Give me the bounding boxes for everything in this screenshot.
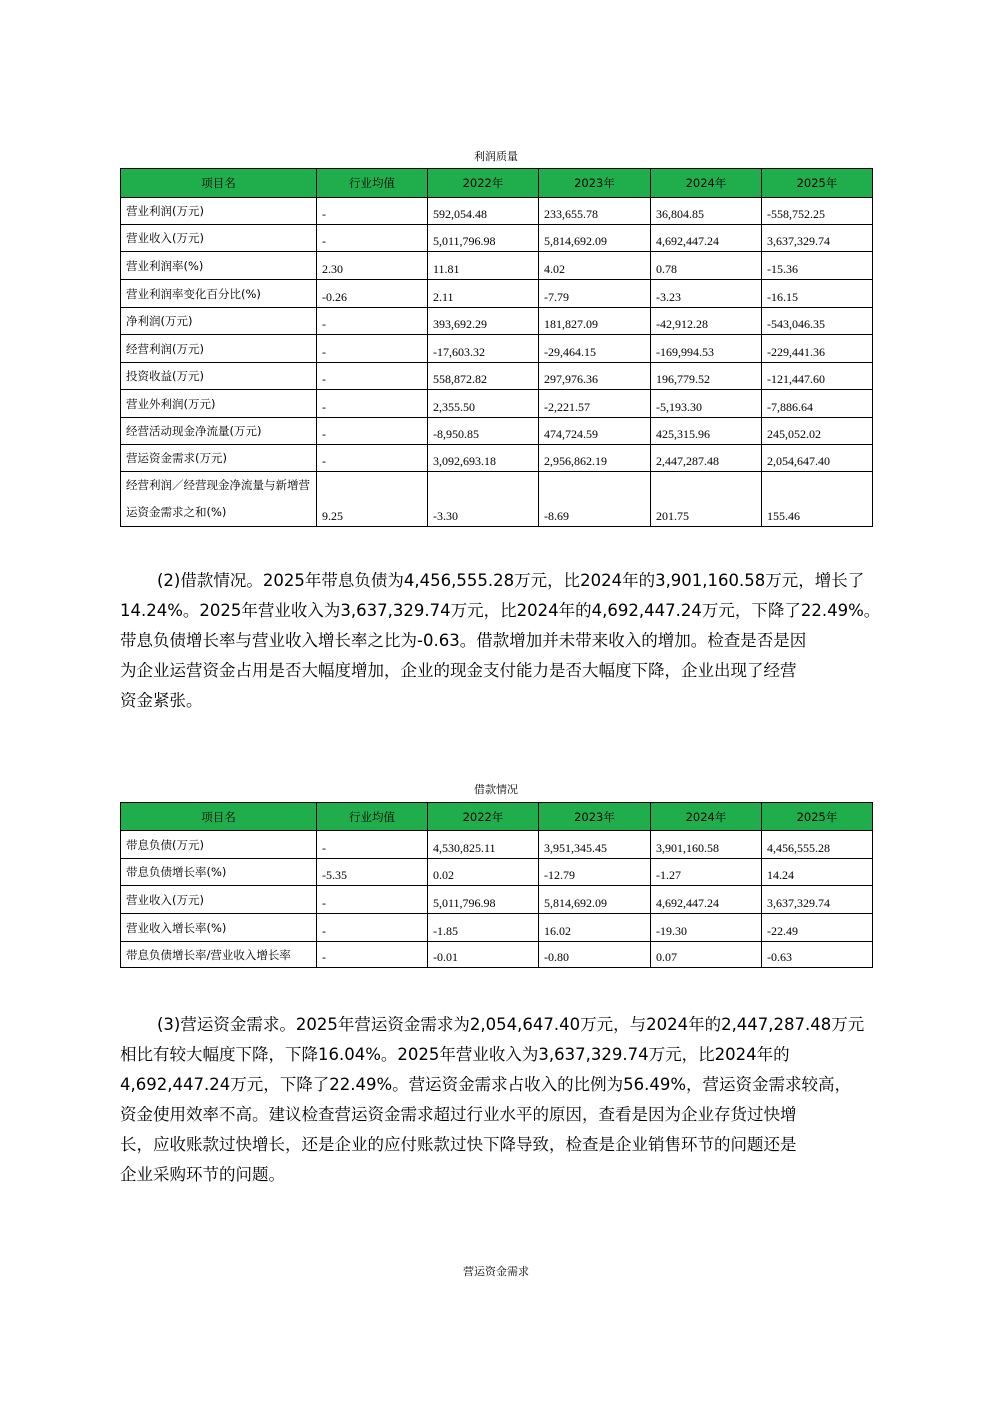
table-cell: 2,447,287.48: [651, 445, 762, 472]
table-cell: -3.30: [428, 472, 539, 527]
table-cell: -15.36: [762, 252, 873, 280]
row-label: 营业利润率变化百分比(%): [121, 280, 317, 308]
table-cell: -: [317, 363, 428, 390]
table-cell: 201.75: [651, 472, 762, 527]
table-cell: -1.85: [428, 914, 539, 942]
table-cell: -8,950.85: [428, 418, 539, 445]
table-cell: 5,814,692.09: [539, 886, 651, 914]
paragraph-line: (2)借款情况。2025年带息负债为4,456,555.28万元，比2024年的3,901,160.58万元，增长了: [157, 571, 865, 590]
table-cell: -42,912.28: [651, 308, 762, 335]
table-cell: -3.23: [651, 280, 762, 308]
row-label: 营运资金需求(万元): [121, 445, 317, 472]
table-row: [121, 198, 873, 225]
table-cell: 592,054.48: [428, 198, 539, 225]
column-header: 2024年: [651, 803, 762, 831]
section-caption-working-capital: 营运资金需求: [463, 1265, 529, 1278]
table-row: [121, 942, 873, 968]
column-header: 2025年: [762, 803, 873, 831]
table-cell: -5.35: [317, 859, 428, 886]
profit-quality-table: [120, 168, 873, 527]
table-cell: -: [317, 390, 428, 418]
table-cell: 3,951,345.45: [539, 831, 651, 859]
row-label: 经营利润／经营现金净流量与新增营运资金需求之和(%): [121, 472, 317, 527]
table-cell: 0.02: [428, 859, 539, 886]
row-label: 带息负债增长率(%): [121, 859, 317, 886]
table-cell: -229,441.36: [762, 335, 873, 363]
table-row: [121, 252, 873, 280]
column-header: 项目名: [121, 169, 317, 198]
table-cell: 5,011,796.98: [428, 886, 539, 914]
table2-caption: 借款情况: [474, 783, 518, 796]
table-cell: 16.02: [539, 914, 651, 942]
table-cell: 4,456,555.28: [762, 831, 873, 859]
table-cell: 2,355.50: [428, 390, 539, 418]
paragraph-working-capital: [120, 1010, 872, 1190]
paragraph-line: 企业采购环节的问题。: [120, 1165, 285, 1184]
row-label: 营业收入增长率(%): [121, 914, 317, 942]
table-cell: 3,901,160.58: [651, 831, 762, 859]
table-row: [121, 886, 873, 914]
table-row: [121, 445, 873, 472]
column-header: 行业均值: [317, 169, 428, 198]
table-row: [121, 308, 873, 335]
table-cell: -22.49: [762, 914, 873, 942]
table-cell: 0.07: [651, 942, 762, 968]
table-row: [121, 225, 873, 252]
table1-caption: 利润质量: [474, 150, 518, 163]
table-cell: 245,052.02: [762, 418, 873, 445]
table-cell: -0.01: [428, 942, 539, 968]
table-cell: 5,011,796.98: [428, 225, 539, 252]
table-cell: -19.30: [651, 914, 762, 942]
row-label: 经营活动现金净流量(万元): [121, 418, 317, 445]
paragraph-line: 带息负债增长率与营业收入增长率之比为-0.63。借款增加并未带来收入的增加。检查是否是因: [120, 631, 807, 650]
table-cell: -29,464.15: [539, 335, 651, 363]
table-cell: -8.69: [539, 472, 651, 527]
table-cell: -: [317, 225, 428, 252]
table-cell: -: [317, 831, 428, 859]
table-cell: -: [317, 886, 428, 914]
table-cell: -16.15: [762, 280, 873, 308]
table-cell: -0.63: [762, 942, 873, 968]
table-cell: -5,193.30: [651, 390, 762, 418]
table-cell: 196,779.52: [651, 363, 762, 390]
table-cell: 474,724.59: [539, 418, 651, 445]
column-header: 项目名: [121, 803, 317, 831]
table-cell: 233,655.78: [539, 198, 651, 225]
row-label: 营业利润率(%): [121, 252, 317, 280]
table-row: [121, 418, 873, 445]
table-cell: 14.24: [762, 859, 873, 886]
table-row: [121, 859, 873, 886]
table-cell: -543,046.35: [762, 308, 873, 335]
table-cell: -0.26: [317, 280, 428, 308]
row-label: 投资收益(万元): [121, 363, 317, 390]
column-header: 2022年: [428, 169, 539, 198]
table-cell: 3,092,693.18: [428, 445, 539, 472]
row-label: 净利润(万元): [121, 308, 317, 335]
paragraph-line: 14.24%。2025年营业收入为3,637,329.74万元，比2024年的4,692,447.24万元，下降了22.49%。: [120, 601, 881, 620]
table-row: [121, 831, 873, 859]
table-cell: 2.11: [428, 280, 539, 308]
table-cell: 4,692,447.24: [651, 225, 762, 252]
table-cell: 9.25: [317, 472, 428, 527]
row-label: 营业收入(万元): [121, 225, 317, 252]
row-label: 营业外利润(万元): [121, 390, 317, 418]
table-cell: 4.02: [539, 252, 651, 280]
table-cell: -: [317, 418, 428, 445]
column-header: 2022年: [428, 803, 539, 831]
row-label: 带息负债(万元): [121, 831, 317, 859]
table-cell: 297,976.36: [539, 363, 651, 390]
table-cell: 4,692,447.24: [651, 886, 762, 914]
column-header: 2024年: [651, 169, 762, 198]
paragraph-line: (3)营运资金需求。2025年营运资金需求为2,054,647.40万元，与2024年的2,447,287.48万元: [157, 1015, 865, 1034]
table-cell: 5,814,692.09: [539, 225, 651, 252]
table-cell: -0.80: [539, 942, 651, 968]
table-cell: -: [317, 335, 428, 363]
column-header: 2023年: [539, 803, 651, 831]
table-cell: -: [317, 914, 428, 942]
table-cell: 0.78: [651, 252, 762, 280]
table-cell: -17,603.32: [428, 335, 539, 363]
table-row: [121, 363, 873, 390]
table-cell: 36,804.85: [651, 198, 762, 225]
table-cell: -7.79: [539, 280, 651, 308]
table-cell: 393,692.29: [428, 308, 539, 335]
paragraph-line: 长，应收账款过快增长，还是企业的应付账款过快下降导致，检查是企业销售环节的问题还是: [120, 1135, 797, 1154]
table-cell: 558,872.82: [428, 363, 539, 390]
paragraph-line: 为企业运营资金占用是否大幅度增加，企业的现金支付能力是否大幅度下降，企业出现了经营: [120, 661, 797, 680]
paragraph-line: 资金使用效率不高。建议检查营运资金需求超过行业水平的原因，查看是因为企业存货过快增: [120, 1105, 797, 1124]
borrowing-table: [120, 802, 873, 968]
column-header: 2023年: [539, 169, 651, 198]
table-cell: -12.79: [539, 859, 651, 886]
table-cell: 2,054,647.40: [762, 445, 873, 472]
table-cell: 2.30: [317, 252, 428, 280]
table-cell: 155.46: [762, 472, 873, 527]
column-header: 2025年: [762, 169, 873, 198]
table-cell: 181,827.09: [539, 308, 651, 335]
table-cell: -121,447.60: [762, 363, 873, 390]
row-label: 带息负债增长率/营业收入增长率: [121, 942, 317, 968]
table-cell: 425,315.96: [651, 418, 762, 445]
paragraph-line: 资金紧张。: [120, 691, 203, 710]
table-row: [121, 914, 873, 942]
row-label: 营业利润(万元): [121, 198, 317, 225]
table-cell: -7,886.64: [762, 390, 873, 418]
table-cell: -: [317, 198, 428, 225]
table-row: [121, 335, 873, 363]
table-cell: -2,221.57: [539, 390, 651, 418]
table-cell: -558,752.25: [762, 198, 873, 225]
paragraph-line: 相比有较大幅度下降，下降16.04%。2025年营业收入为3,637,329.74万元，比2024年的: [120, 1045, 790, 1064]
table-cell: 4,530,825.11: [428, 831, 539, 859]
table-row: [121, 280, 873, 308]
table-cell: 3,637,329.74: [762, 886, 873, 914]
paragraph-line: 4,692,447.24万元，下降了22.49%。营运资金需求占收入的比例为56.49%，营运资金需求较高，: [120, 1075, 852, 1094]
table-row: [121, 472, 873, 527]
row-label: 经营利润(万元): [121, 335, 317, 363]
paragraph-borrowing: [120, 566, 881, 716]
table-cell: -: [317, 942, 428, 968]
row-label: 营业收入(万元): [121, 886, 317, 914]
table-cell: 2,956,862.19: [539, 445, 651, 472]
column-header: 行业均值: [317, 803, 428, 831]
table-row: [121, 390, 873, 418]
table-cell: -: [317, 445, 428, 472]
table-cell: 3,637,329.74: [762, 225, 873, 252]
table-cell: -1.27: [651, 859, 762, 886]
table-cell: -: [317, 308, 428, 335]
table-cell: 11.81: [428, 252, 539, 280]
table-cell: -169,994.53: [651, 335, 762, 363]
